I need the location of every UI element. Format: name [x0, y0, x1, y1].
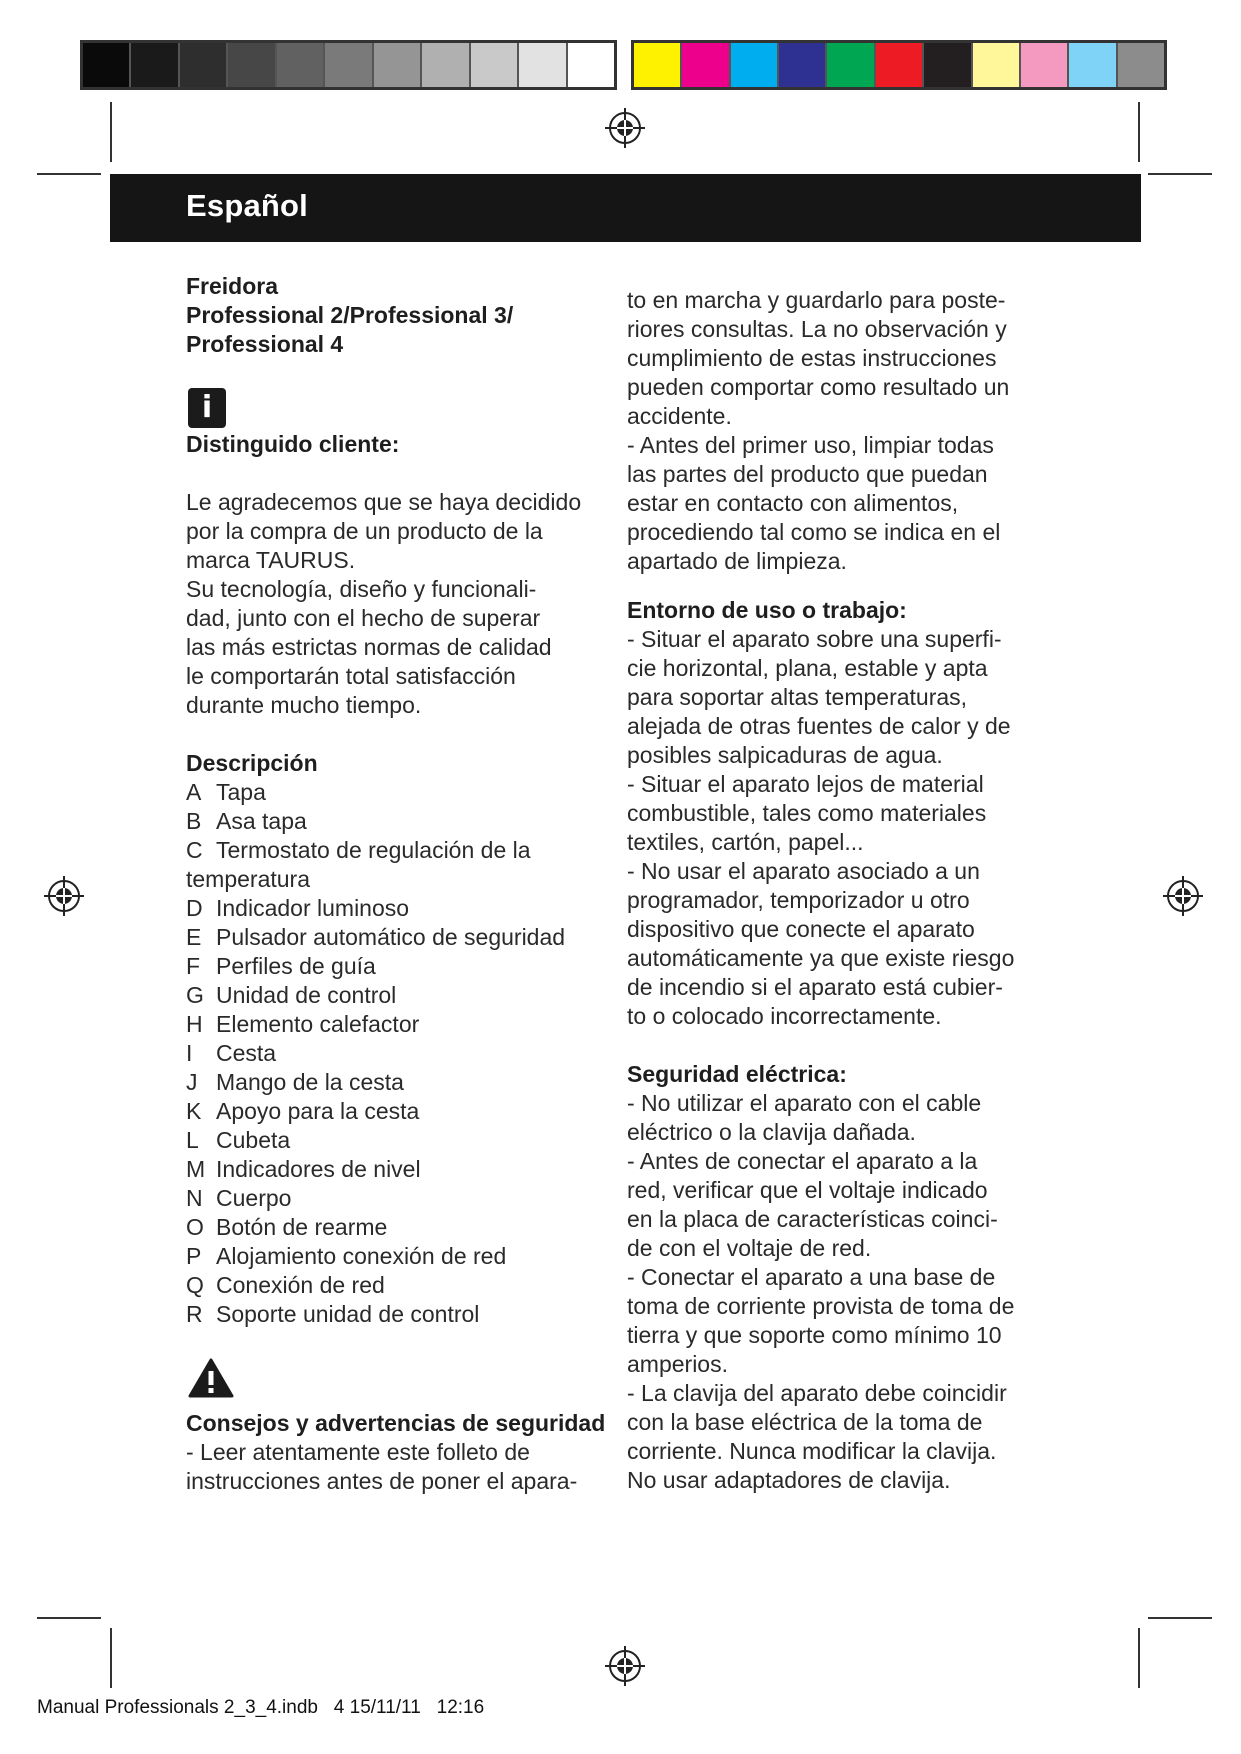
electrical-line: de con el voltaje de red. [627, 1235, 872, 1261]
safety-line: riores consultas. La no observación y [627, 316, 1007, 342]
environment-line: textiles, cartón, papel... [627, 829, 864, 855]
crop-mark [37, 1617, 101, 1619]
crop-mark [110, 102, 112, 162]
registration-mark-icon [42, 874, 86, 918]
environment-heading: Entorno de uso o trabajo: [627, 597, 907, 623]
safety-text [186, 1438, 606, 1496]
description-item [186, 1184, 606, 1213]
description-item-letter: Q [186, 1272, 204, 1298]
description-item-letter: D [186, 895, 203, 921]
environment-line: automáticamente ya que existe riesgo [627, 945, 1015, 971]
product-models: Professional 4 [186, 331, 344, 357]
greeting-line: por la compra de un producto de la [186, 518, 543, 544]
safety-line: instrucciones antes de poner el apara- [186, 1468, 578, 1494]
greeting-line: durante mucho tiempo. [186, 692, 422, 718]
safety-text-continued [627, 286, 1067, 576]
color-swatch [827, 43, 875, 87]
environment-line: alejada de otras fuentes de calor y de [627, 713, 1011, 739]
safety-line: - Leer atentamente este folleto de [186, 1439, 530, 1465]
color-swatch [471, 43, 519, 87]
color-swatch [682, 43, 730, 87]
description-item [186, 1242, 606, 1271]
description-item-letter: J [186, 1069, 198, 1095]
color-swatch [779, 43, 827, 87]
color-swatch [131, 43, 179, 87]
description-item-letter: C [186, 837, 203, 863]
description-heading: Descripción [186, 750, 318, 776]
description-item [186, 1126, 606, 1155]
environment-line: combustible, tales como materiales [627, 800, 987, 826]
description-item [186, 836, 606, 865]
color-swatch [924, 43, 972, 87]
description-item-text: temperatura [186, 866, 311, 892]
environment-line: - Situar el aparato sobre una superfi- [627, 626, 1002, 652]
color-swatch [325, 43, 373, 87]
description-item-letter: E [186, 924, 202, 950]
description-item-letter: N [186, 1185, 203, 1211]
description-item-text: Pulsador automático de seguridad [216, 924, 566, 950]
safety-heading: Consejos y advertencias de seguridad [186, 1410, 606, 1436]
environment-line: - No usar el aparato asociado a un [627, 858, 980, 884]
description-item [186, 1213, 606, 1242]
registration-mark-icon [603, 1644, 647, 1688]
description-item-letter: R [186, 1301, 203, 1327]
electrical-line: amperios. [627, 1351, 728, 1377]
greeting-line: Le agradecemos que se haya decidido [186, 489, 582, 515]
info-icon: i [188, 388, 226, 428]
description-item-text: Soporte unidad de control [216, 1301, 480, 1327]
description-item-text: Perfiles de guía [216, 953, 376, 979]
electrical-heading: Seguridad eléctrica: [627, 1061, 847, 1087]
description-item-text: Conexión de red [216, 1272, 385, 1298]
color-swatch [1118, 43, 1164, 87]
description-item-text: Apoyo para la cesta [216, 1098, 420, 1124]
greeting-line: las más estrictas normas de calidad [186, 634, 552, 660]
crop-mark [1148, 1617, 1212, 1619]
product-models: Professional 2/Professional 3/ [186, 302, 514, 328]
crop-mark [1138, 1628, 1140, 1688]
description-item-letter: P [186, 1243, 202, 1269]
environment-line: para soportar altas temperaturas, [627, 684, 968, 710]
description-item [186, 1039, 606, 1068]
environment-line: cie horizontal, plana, estable y apta [627, 655, 988, 681]
electrical-line: red, verificar que el voltaje indicado [627, 1177, 988, 1203]
environment-text [627, 625, 1067, 1031]
description-item [186, 778, 606, 807]
description-item-letter: I [186, 1040, 193, 1066]
greeting-heading: Distinguido cliente: [186, 431, 400, 457]
description-item-text: Tapa [216, 779, 266, 805]
description-item-letter: M [186, 1156, 206, 1182]
description-item [186, 894, 606, 923]
color-swatch [180, 43, 228, 87]
description-item-text: Mango de la cesta [216, 1069, 404, 1095]
description-item-text: Cuerpo [216, 1185, 292, 1211]
greeting-line: Su tecnología, diseño y funcionali- [186, 576, 537, 602]
description-item-letter: F [186, 953, 201, 979]
grayscale-color-bar [80, 40, 617, 90]
color-swatch [277, 43, 325, 87]
language-header [110, 174, 1141, 242]
description-item-letter: O [186, 1214, 204, 1240]
electrical-line: eléctrico o la clavija dañada. [627, 1119, 916, 1145]
description-item [186, 952, 606, 981]
description-item-text: Asa tapa [216, 808, 307, 834]
greeting-text [186, 488, 606, 720]
safety-line: to en marcha y guardarlo para poste- [627, 287, 1006, 313]
electrical-line: No usar adaptadores de clavija. [627, 1467, 951, 1493]
environment-line: programador, temporizador u otro [627, 887, 970, 913]
description-item-text: Indicadores de nivel [216, 1156, 421, 1182]
description-item-letter: H [186, 1011, 203, 1037]
environment-line: to o colocado incorrectamente. [627, 1003, 942, 1029]
color-swatch [634, 43, 682, 87]
description-item-text: Termostato de regulación de la [216, 837, 531, 863]
electrical-line: corriente. Nunca modificar la clavija. [627, 1438, 997, 1464]
electrical-line: - La clavija del aparato debe coincidir [627, 1380, 1007, 1406]
left-column [186, 272, 606, 1496]
safety-line: pueden comportar como resultado un [627, 374, 1010, 400]
color-swatch [228, 43, 276, 87]
electrical-line: - No utilizar el aparato con el cable [627, 1090, 982, 1116]
description-item-text: Cesta [216, 1040, 277, 1066]
description-item-text: Indicador luminoso [216, 895, 410, 921]
electrical-line: en la placa de características coinci- [627, 1206, 998, 1232]
electrical-line: toma de corriente provista de toma de [627, 1293, 1015, 1319]
description-item-letter: B [186, 808, 202, 834]
description-item-text: Alojamiento conexión de red [216, 1243, 507, 1269]
registration-mark-icon [1161, 874, 1205, 918]
greeting-line: le comportarán total satisfacción [186, 663, 516, 689]
crop-mark [110, 1628, 112, 1688]
environment-line: dispositivo que conecte el aparato [627, 916, 975, 942]
electrical-line: - Antes de conectar el aparato a la [627, 1148, 978, 1174]
language-title: Español [186, 188, 308, 223]
description-item-text: Elemento calefactor [216, 1011, 420, 1037]
color-swatch [519, 43, 567, 87]
electrical-line: con la base eléctrica de la toma de [627, 1409, 983, 1435]
description-item-letter: L [186, 1127, 199, 1153]
color-swatch [422, 43, 470, 87]
safety-line: estar en contacto con alimentos, [627, 490, 959, 516]
process-color-bar [631, 40, 1167, 90]
description-item-letter: K [186, 1098, 202, 1124]
color-swatch [973, 43, 1021, 87]
description-item [186, 1155, 606, 1184]
color-swatch [568, 43, 614, 87]
safety-line: procediendo tal como se indica en el [627, 519, 1001, 545]
print-slug: Manual Professionals 2_3_4.indb 4 15/11/11 12:16 [37, 1697, 485, 1718]
safety-line: las partes del producto que puedan [627, 461, 988, 487]
safety-line: - Antes del primer uso, limpiar todas [627, 432, 994, 458]
description-item-text: Botón de rearme [216, 1214, 388, 1240]
electrical-text [627, 1089, 1067, 1495]
environment-line: posibles salpicaduras de agua. [627, 742, 943, 768]
electrical-line: - Conectar el aparato a una base de [627, 1264, 996, 1290]
description-item [186, 807, 606, 836]
color-swatch [731, 43, 779, 87]
safety-line: apartado de limpieza. [627, 548, 847, 574]
description-item-text: Cubeta [216, 1127, 291, 1153]
electrical-line: tierra y que soporte como mínimo 10 [627, 1322, 1002, 1348]
color-swatch [1069, 43, 1117, 87]
description-item [186, 981, 606, 1010]
crop-mark [1138, 102, 1140, 162]
description-list [186, 778, 606, 1329]
description-item [186, 923, 606, 952]
description-item [186, 1271, 606, 1300]
color-swatch [374, 43, 422, 87]
warning-icon [188, 1358, 234, 1398]
description-item [186, 1010, 606, 1039]
registration-mark-icon [603, 106, 647, 150]
environment-line: de incendio si el aparato está cubier- [627, 974, 1003, 1000]
color-swatch [876, 43, 924, 87]
description-item-text: Unidad de control [216, 982, 397, 1008]
safety-line: cumplimiento de estas instrucciones [627, 345, 997, 371]
description-item-letter: A [186, 779, 202, 805]
description-item [186, 1097, 606, 1126]
description-item [186, 1068, 606, 1097]
right-column [627, 286, 1067, 1495]
safety-line: accidente. [627, 403, 732, 429]
crop-mark [37, 173, 101, 175]
description-item [186, 865, 606, 894]
color-swatch [1021, 43, 1069, 87]
greeting-line: marca TAURUS. [186, 547, 356, 573]
environment-line: - Situar el aparato lejos de material [627, 771, 984, 797]
description-item-letter: G [186, 982, 204, 1008]
product-name: Freidora [186, 273, 279, 299]
greeting-line: dad, junto con el hecho de superar [186, 605, 541, 631]
crop-mark [1148, 173, 1212, 175]
description-item [186, 1300, 606, 1329]
color-swatch [83, 43, 131, 87]
